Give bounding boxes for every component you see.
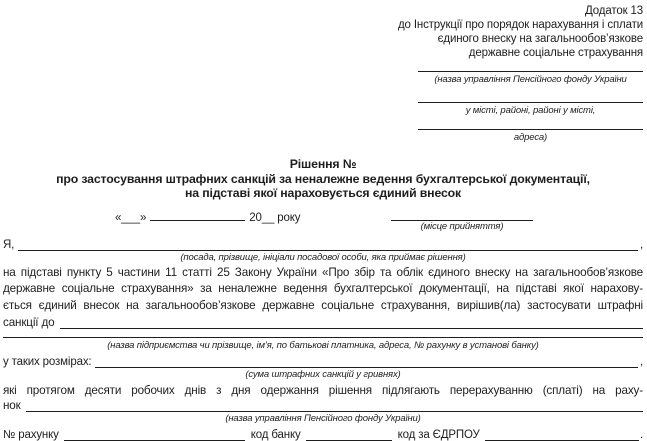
office-locality-caption: у місті, районі, районі у місті,	[465, 105, 596, 116]
title-line-1: Рішення №	[289, 157, 357, 171]
official-trailing-comma: ,	[639, 238, 643, 251]
place-caption: (місце прийняття)	[420, 220, 504, 232]
date-line	[115, 209, 643, 225]
sanctions-target-label: санкції до	[3, 315, 55, 329]
payment-blank-line	[26, 398, 643, 412]
bank-code-label: код банку	[250, 429, 301, 441]
office-name-field	[418, 71, 643, 85]
instruction-line-1: до Інструкції про порядок нарахування і сплати	[397, 19, 643, 31]
place-field	[391, 209, 533, 232]
official-row	[3, 238, 643, 252]
body-line-1: на підставі пункту 5 частини 11 статті 25 Закону України «Про збір та облік єдиного внеску на загальнообов’язкове	[3, 265, 643, 279]
instruction-line-3: державне соціальне страхування	[468, 47, 643, 59]
edrpou-blank	[485, 428, 639, 441]
bank-code-blank	[306, 428, 392, 441]
appendix-header	[3, 4, 643, 60]
amounts-caption: (сума штрафних санкцій у гривнях)	[245, 369, 401, 380]
account-details-row	[3, 428, 643, 441]
office-address-field	[418, 129, 643, 143]
instruction-line-2: єдиного внеску на загальнообов’язкове	[437, 33, 643, 45]
office-locality-field	[418, 102, 643, 116]
payer-caption: (назва підприємства чи прізвище, ім’я, по батькові платника, адреса, № рахунку в установі банку)	[107, 340, 539, 351]
payment-account-row	[3, 398, 643, 413]
row-terminator-period: .	[639, 429, 643, 441]
edrpou-label: код за ЄДРПОУ	[397, 429, 480, 441]
office-name-caption: (назва управління Пенсійного фонду України	[434, 74, 627, 85]
payment-line-1: які протягом десяти робочих днів з дня одержання рішення підлягають перерахуванню (сплаті) на раху-	[3, 384, 643, 397]
title-line-2: про застосування штрафних санкцій за неналежне ведення бухгалтерської документації,	[56, 171, 590, 186]
title-line-3: на підставі якої нараховується єдиний внесок	[184, 186, 462, 200]
date-year-text: 20__ року	[249, 211, 301, 224]
date-month-blank	[150, 209, 245, 221]
body-line-3: ється єдиний внесок на загальнообов’язкове державне соціальне страхування, вирішив(ла) застосувати штрафні	[3, 298, 643, 312]
document-title	[3, 157, 643, 201]
account-number-label: № рахунку	[3, 429, 59, 441]
official-caption: (посада, прізвище, ініціали посадової особи, яка приймає рішення)	[180, 251, 466, 263]
sanctions-target-row	[3, 314, 643, 331]
place-blank-line	[391, 209, 533, 221]
office-address-caption: адреса)	[513, 132, 548, 143]
date-day-quotes: «___»	[115, 211, 147, 224]
official-label: Я,	[3, 238, 15, 251]
pension-fund-office-fields	[418, 71, 643, 143]
amounts-blank-line	[95, 355, 637, 368]
appendix-number: Додаток 13	[585, 5, 643, 17]
body-line-2: державне соціальне страхування» за неналежне ведення бухгалтерської документації, на підставі якої нарахову-	[3, 282, 643, 295]
body-paragraph	[3, 265, 643, 332]
payment-line-2: нок	[3, 399, 21, 412]
sanctions-target-blank	[60, 314, 643, 329]
date-place-row	[3, 209, 643, 233]
amounts-row	[3, 355, 643, 369]
official-blank-line	[18, 238, 638, 251]
payment-paragraph	[3, 383, 643, 424]
payment-caption: (назва управління Пенсійного фонду України)	[225, 413, 421, 424]
amounts-label: у таких розмірах:	[3, 356, 92, 368]
payer-blank-line	[3, 337, 643, 351]
account-number-blank	[64, 428, 245, 441]
amounts-trailing-comma: ,	[639, 356, 643, 368]
